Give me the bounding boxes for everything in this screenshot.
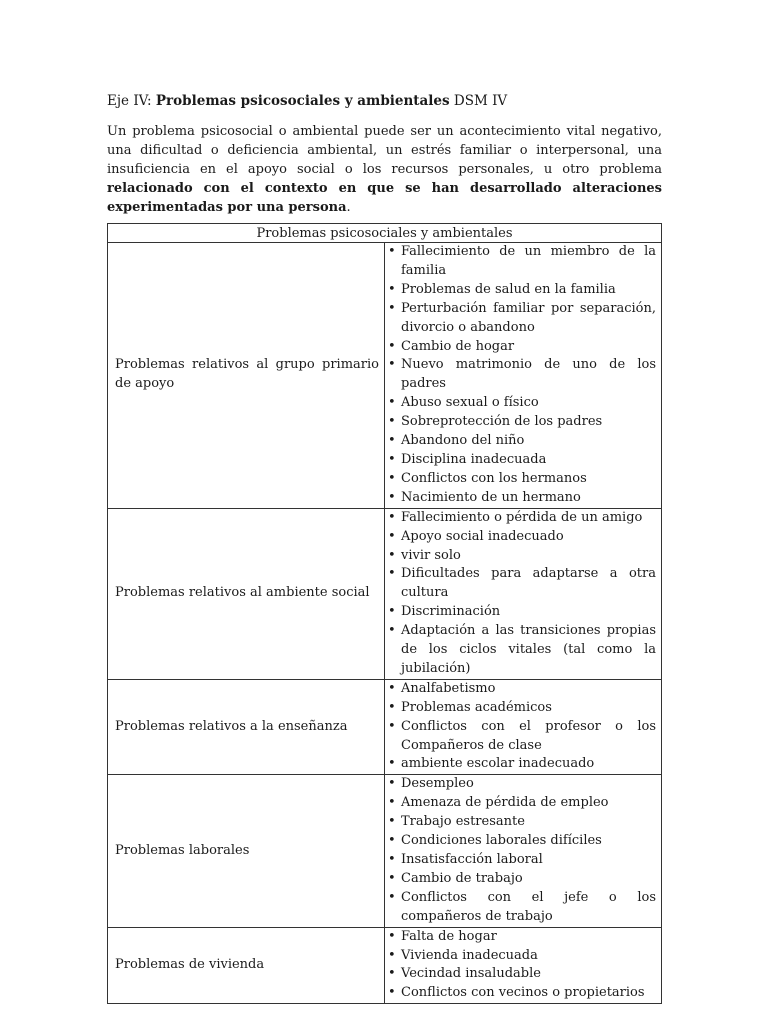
list-item: • Discriminación	[385, 603, 656, 622]
list-item: • Desempleo	[385, 775, 656, 794]
table-header-row	[108, 224, 662, 243]
list-item: • Problemas académicos	[385, 699, 656, 718]
list-item: • Vecindad insaludable	[385, 965, 656, 984]
list-item: • Adaptación a las transiciones propias de los ciclos vitales (tal como la jubilación)	[385, 622, 656, 679]
list-item: • Nuevo matrimonio de uno de los padres	[385, 356, 656, 394]
list-item: • Trabajo estresante	[385, 813, 656, 832]
list-item: • Amenaza de pérdida de empleo	[385, 794, 656, 813]
list-item: • Vivienda inadecuada	[385, 947, 656, 966]
intro-text: Un problema psicosocial o ambiental puede ser un acontecimiento vital negativo, una dificultad o deficiencia ambiental, un estrés familiar o interpersonal, una insuficiencia en el apoyo social o los recursos personales, u otro problema	[107, 124, 662, 177]
bullet-list	[385, 928, 661, 1004]
list-item: • Condiciones laborales difíciles	[385, 832, 656, 851]
table-header: Problemas psicosociales y ambientales	[108, 224, 662, 243]
heading-suffix: DSM IV	[449, 93, 508, 109]
list-item: • Disciplina inadecuada	[385, 451, 656, 470]
list-item: • Perturbación familiar por separación, divorcio o abandono	[385, 300, 656, 338]
intro-paragraph	[107, 122, 662, 217]
list-item: • Apoyo social inadecuado	[385, 528, 656, 547]
list-item: • Dificultades para adaptarse a otra cultura	[385, 565, 656, 603]
bullet-list	[385, 243, 661, 508]
items-cell	[385, 243, 662, 509]
list-item: • Fallecimiento de un miembro de la familia	[385, 243, 656, 281]
list-item: • Conflictos con el jefe o los compañeros de trabajo	[385, 889, 656, 927]
list-item: • vivir solo	[385, 547, 656, 566]
bullet-list	[385, 775, 661, 926]
intro-end: .	[346, 200, 351, 215]
table-row	[108, 775, 662, 927]
heading-title: Problemas psicosociales y ambientales	[155, 93, 450, 109]
problems-table	[107, 223, 662, 1004]
list-item: • Nacimiento de un hermano	[385, 489, 656, 508]
list-item: • Conflictos con el profesor o los Compañeros de clase	[385, 718, 656, 756]
heading-prefix: Eje IV:	[107, 93, 156, 109]
document-page	[107, 92, 662, 1004]
list-item: • Conflictos con vecinos o propietarios	[385, 984, 656, 1003]
intro-bold-text: relacionado con el contexto en que se han desarrollado alteraciones experimentadas por una persona	[107, 181, 662, 215]
items-cell	[385, 508, 662, 679]
list-item: • Abandono del niño	[385, 432, 656, 451]
category-cell: Problemas laborales	[108, 775, 385, 927]
list-item: • Conflictos con los hermanos	[385, 470, 656, 489]
list-item: • Fallecimiento o pérdida de un amigo	[385, 509, 656, 528]
list-item: • ambiente escolar inadecuado	[385, 755, 656, 774]
table-row	[108, 243, 662, 509]
category-cell: Problemas relativos al ambiente social	[108, 508, 385, 679]
items-cell	[385, 775, 662, 927]
list-item: • Sobreprotección de los padres	[385, 413, 656, 432]
list-item: • Insatisfacción laboral	[385, 851, 656, 870]
category-cell: Problemas relativos a la enseñanza	[108, 679, 385, 775]
list-item: • Cambio de trabajo	[385, 870, 656, 889]
list-item: • Analfabetismo	[385, 680, 656, 699]
table-row	[108, 927, 662, 1004]
section-heading	[107, 92, 662, 110]
bullet-list	[385, 680, 661, 775]
items-cell	[385, 679, 662, 775]
bullet-list	[385, 509, 661, 679]
category-cell: Problemas relativos al grupo primario de apoyo	[108, 243, 385, 509]
list-item: • Falta de hogar	[385, 928, 656, 947]
table-row	[108, 679, 662, 775]
list-item: • Abuso sexual o físico	[385, 394, 656, 413]
list-item: • Cambio de hogar	[385, 338, 656, 357]
category-cell: Problemas de vivienda	[108, 927, 385, 1004]
table-row	[108, 508, 662, 679]
items-cell	[385, 927, 662, 1004]
list-item: • Problemas de salud en la familia	[385, 281, 656, 300]
